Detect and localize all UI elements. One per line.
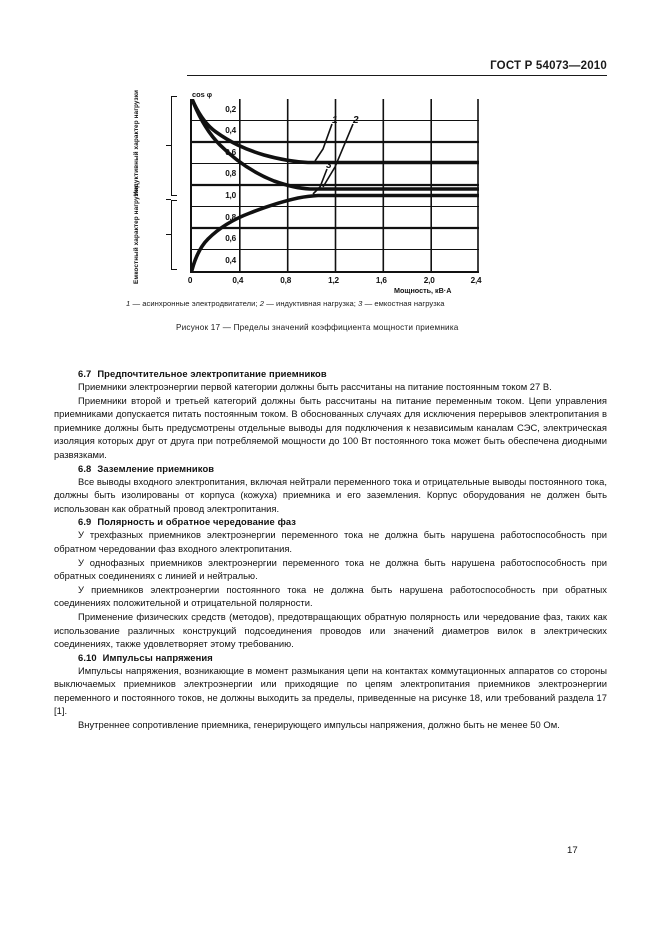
document-body <box>54 368 607 732</box>
figure-key-num-3: 3 <box>358 299 363 308</box>
y-tick-7: 0,4 <box>225 256 236 265</box>
heading-6-7-number: 6.7 <box>78 368 92 379</box>
x-tick-2: 0,8 <box>280 276 292 285</box>
paragraph-6-7-2: Приемники второй и третьей категорий должны быть рассчитаны на питание переменным током. Цепи управления приемниками допускается питать постоянным током. В обоснованных случаях для исключения перерывов электропитания в приемнике должны быть предусмотрены отдельные выводы для подключения к независимым каналам СЭС, электрическая изоляция которых друг от друга при потребляемой мощности до 100 Вт постоянного тока может быть обеспечена диодными развязками. <box>54 394 607 460</box>
figure-key-text-2: — индуктивная нагрузка; <box>264 299 359 308</box>
y-tick-4: 1,0 <box>225 191 236 200</box>
paragraph-6-9-2: У однофазных приемников электроэнергии переменного тока не должна быть нарушена работоспособность при обратных соединениях с линией и нейтралью. <box>54 556 607 582</box>
paragraph-6-9-1: У трехфазных приемников электроэнергии переменного тока не должна быть нарушена работоспособность при обратном чередовании фаз входного электропитания. <box>54 529 607 554</box>
x-axis-title: Мощность, кВ·А <box>394 286 452 295</box>
x-tick-5: 2,0 <box>423 276 435 285</box>
y-tick-2: 0,6 <box>225 148 236 157</box>
brace-tick-lower <box>166 234 171 235</box>
heading-6-7 <box>54 368 607 379</box>
heading-6-9-number: 6.9 <box>78 516 92 528</box>
y-tick-5: 0,8 <box>225 213 236 222</box>
axis-group-label-capacitive: Емкостный характер нагрузки <box>133 185 140 284</box>
y-tick-3: 0,8 <box>225 169 236 178</box>
x-tick-6: 2,4 <box>470 276 482 285</box>
figure-key-num-2: 2 <box>259 299 265 308</box>
heading-6-9-text: Полярность и обратное чередование фаз <box>97 516 297 528</box>
paragraph-6-9-3: У приемников электроэнергии постоянного тока не должна быть нарушена работоспособность при обратных соединениях положительной и отрицательной полярности. <box>54 583 607 609</box>
paragraph-6-10-2: Внутреннее сопротивление приемника, генерирующего импульсы напряжения, должно быть не менее 50 Ом. <box>78 719 560 731</box>
paragraph-6-10-1: Импульсы напряжения, возникающие в момент размыкания цепи на контактах коммутационных аппаратов со стороны выключаемых приемников электроэнергии или приходящие по цепям электропитания приемников электроэнергии переменного и постоянного токов, не должны выходить за пределы, приведенные на рисунке 18, или требований раздела 17 [1]. <box>54 664 607 717</box>
figure-key-text-3: — емкостная нагрузка <box>362 299 445 308</box>
figure-caption: Рисунок 17 — Пределы значений коэффициента мощности приемника <box>176 323 459 332</box>
leader-line-2 <box>323 124 353 187</box>
heading-6-7-text: Предпочтительное электропитание приемников <box>97 368 327 379</box>
curve-label-1: 1 <box>332 115 338 126</box>
brace-capacitive <box>171 200 177 270</box>
heading-6-10-text: Импульсы напряжения <box>102 651 213 663</box>
figure-key-num-1: 1 <box>126 299 131 308</box>
x-tick-3: 1,2 <box>328 276 339 285</box>
brace-tick-middle <box>166 199 171 200</box>
paragraph-6-7-1: Приемники электроэнергии первой категории должны быть рассчитаны на питание постоянным током 27 В. <box>78 381 552 392</box>
y-tick-1: 0,4 <box>225 126 236 135</box>
page-header <box>187 60 607 76</box>
x-tick-4: 1,6 <box>375 276 387 285</box>
x-tick-1: 0,4 <box>232 276 244 285</box>
curve-label-3: 3 <box>326 160 332 171</box>
curve-label-2: 2 <box>353 115 359 126</box>
heading-6-8-number: 6.8 <box>78 462 92 474</box>
paragraph-6-9-4: Применение физических средств (методов), предотвращающих обратную полярность или чередование фаз, таких как использование различных конструкций подсоединения проводов или значений диаметров вилок в электрических соединениях, также удовлетворяет этому требованию. <box>54 610 607 650</box>
figure-key-text-1: — асинхронные электродвигатели; <box>130 299 260 308</box>
heading-6-9 <box>54 516 607 527</box>
figure-17 <box>54 88 609 332</box>
heading-6-8-text: Заземление приемников <box>97 462 215 474</box>
figure-key <box>54 299 609 308</box>
heading-6-8 <box>54 463 607 474</box>
heading-6-10-number: 6.10 <box>78 651 97 663</box>
brace-tick-upper <box>166 145 171 146</box>
y-tick-0: 0,2 <box>225 105 236 114</box>
standard-number: ГОСТ Р 54073—2010 <box>490 60 607 72</box>
header-rule <box>187 75 607 76</box>
page-number: 17 <box>567 845 578 856</box>
y-axis-title: cos φ <box>192 90 213 99</box>
paragraph-6-8-1: Все выводы входного электропитания, включая нейтрали переменного тока и отрицательные выводы постоянного тока, должны быть изолированы от корпуса (кожуха) приемника и его заземления. Корпус оборудования не должен быть использован как обратный провод электропитания. <box>54 475 607 514</box>
axis-group-label-inductive: Индуктивный характер нагрузки <box>133 89 140 196</box>
heading-6-10 <box>54 652 607 663</box>
chart-area <box>54 88 609 293</box>
y-tick-6: 0,6 <box>225 234 236 243</box>
brace-inductive <box>171 96 177 196</box>
x-tick-0: 0 <box>187 276 193 285</box>
